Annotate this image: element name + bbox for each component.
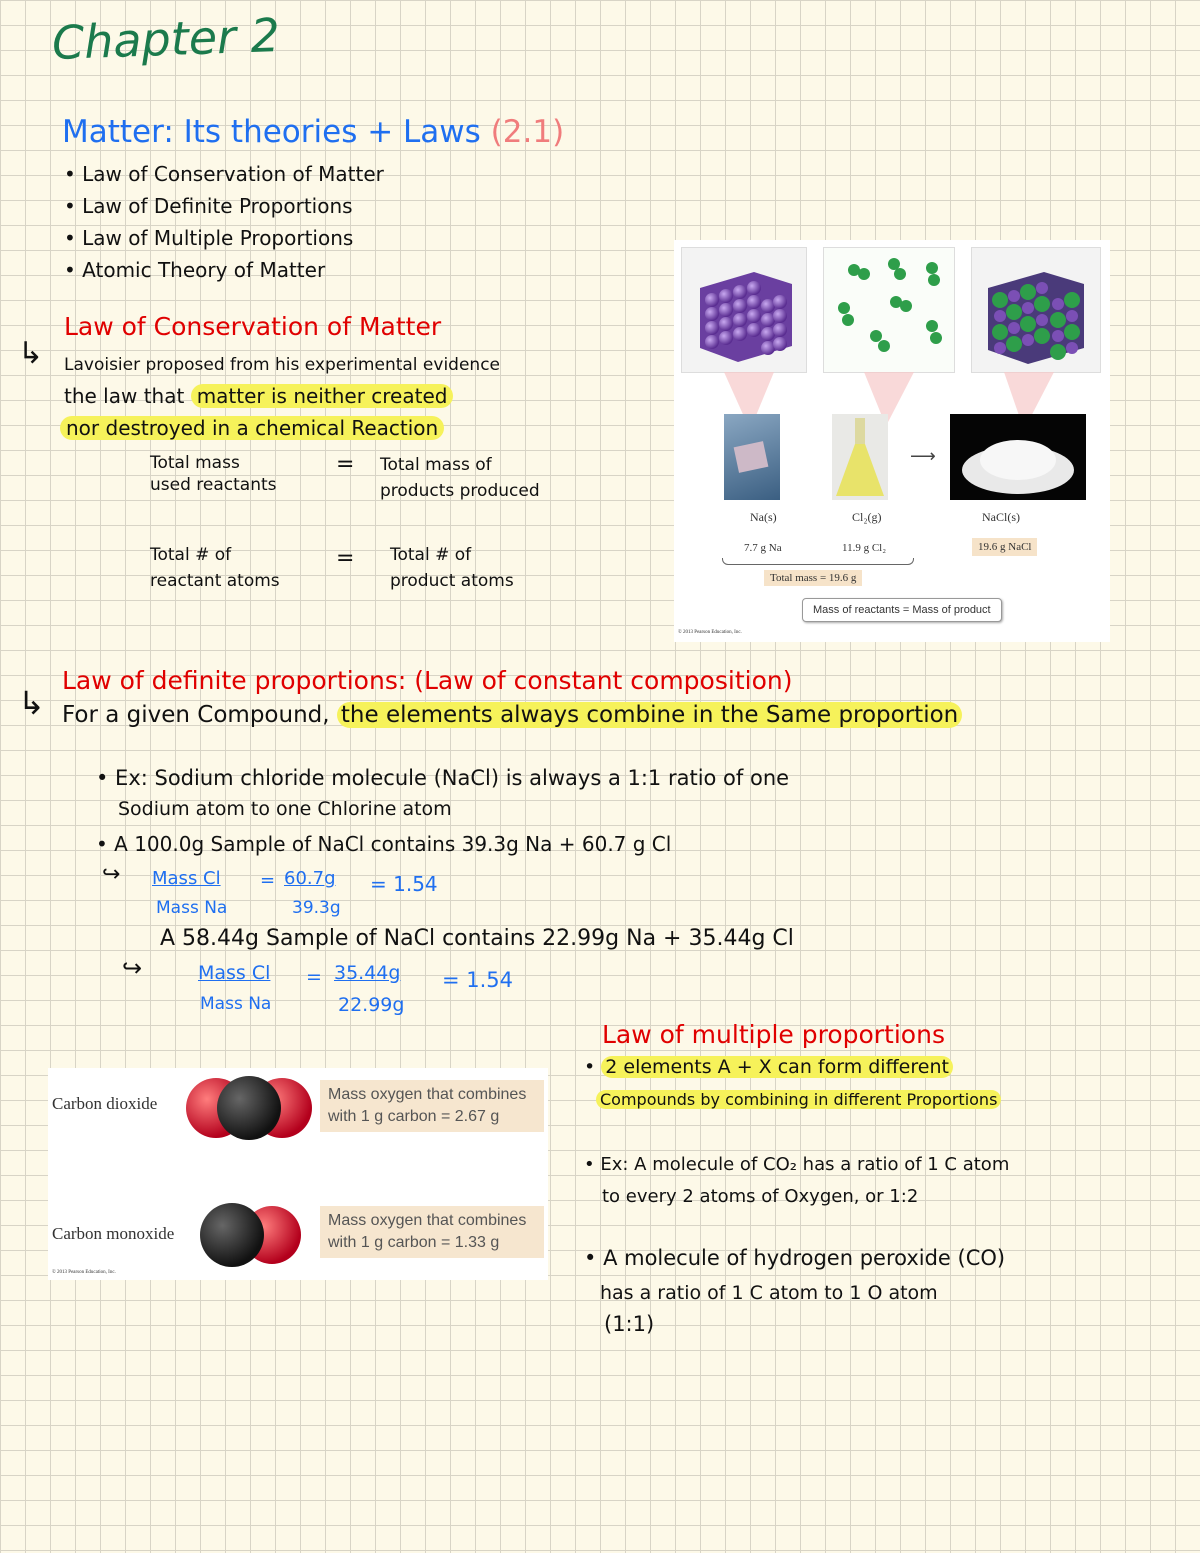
salt-photo [950,414,1086,500]
calc2-num-label: Mass Cl [198,962,271,984]
eq1-right-line: products produced [380,481,540,501]
multiple-b3b: has a ratio of 1 C atom to 1 O atom [600,1282,938,1304]
section-ref: (2.1) [490,114,565,150]
multiple-b2 [584,1154,1009,1175]
eq1-right [380,452,540,504]
eq2-right-line: Total # of [390,545,472,565]
label-nacl: NaCl(s) [982,510,1020,524]
list-item: • Law of Conservation of Matter [64,162,384,186]
ex3: A 58.44g Sample of NaCl contains 22.99g Na + 35.44g Cl [160,926,794,951]
multiple-b3 [584,1246,1005,1270]
chapter-title: Chapter 2 [51,8,281,70]
list-item: • Law of Definite Proportions [64,194,353,218]
calc1-den-val: 39.3g [292,898,341,918]
label-cl2: Cl₂(g) [852,510,882,524]
highlight: nor destroyed in a chemical Reaction [60,416,444,440]
conservation-line2 [64,384,453,408]
multiple-b3c: (1:1) [604,1312,655,1336]
calc1-den-label: Mass Na [156,898,228,918]
eq1-left-line: used reactants [150,475,277,495]
eq2-left-line: reactant atoms [150,571,280,591]
co2-box-line1: Mass oxygen that combines [328,1086,527,1103]
section-title [62,114,564,150]
highlight: 2 elements A + X can form different [601,1056,953,1078]
label-na: Na(s) [750,510,777,524]
arrow-icon: ↪ [122,954,143,982]
eq2-right-line: product atoms [390,571,514,591]
conservation-line3 [60,416,444,440]
calc1-num-val: 60.7g [284,868,336,889]
bullet: • [584,1154,595,1175]
co-box-line1: Mass oxygen that combines [328,1212,527,1229]
mass-box: Mass of reactants = Mass of product [802,598,1002,622]
co2-label: Carbon dioxide [52,1094,158,1113]
calc2-den-label: Mass Na [200,994,272,1014]
eq1-left-line: Total mass [150,453,240,473]
highlight: matter is neither created [191,384,454,408]
mass-cl2: 11.9 g Cl₂ [842,542,887,554]
highlight: the elements always combine in the Same proportion [337,702,962,728]
calc1-num-label: Mass Cl [152,868,221,889]
eq2-sign: = [336,546,355,571]
bullet: • [584,1056,596,1078]
eq1-left [150,452,277,496]
arrow-icon: ↳ [18,336,44,371]
eq2-right [390,542,514,594]
conservation-line2-plain: the law that [64,384,185,408]
calc1-eq: = [260,870,276,891]
copyright: © 2013 Pearson Education, Inc. [678,630,742,635]
definite-line-plain: For a given Compound, [62,702,330,728]
arrow-icon: ↪ [102,862,121,887]
chlorine-flask-photo [832,414,888,500]
multiple-heading: Law of multiple proportions [602,1020,945,1049]
definite-line [62,702,962,728]
sodium-photo [724,414,780,500]
co-molecule-image [194,1200,304,1270]
total-mass: Total mass = 19.6 g [764,570,862,586]
multiple-b2-text: Ex: A molecule of CO₂ has a ratio of 1 C atom [600,1154,1010,1175]
eq2-left-line: Total # of [150,545,232,565]
eq2-left [150,542,280,594]
section-title-text: Matter: Its theories + Laws [62,114,481,150]
co-label: Carbon monoxide [52,1224,175,1243]
carbon-oxide-figure [48,1068,548,1280]
list-item: • Atomic Theory of Matter [64,258,326,282]
multiple-b2b: to every 2 atoms of Oxygen, or 1:2 [602,1186,919,1207]
definite-heading: Law of definite proportions: (Law of constant composition) [62,666,793,695]
calc2-den-val: 22.99g [338,994,405,1016]
multiple-b1 [584,1056,953,1078]
calc2-eq: = [306,966,322,988]
multiple-b3-text: A molecule of hydrogen peroxide (CO) [603,1246,1006,1270]
calc1-result: = 1.54 [370,872,438,896]
co2-box-line2: with 1 g carbon = 2.67 g [328,1108,500,1125]
conservation-heading: Law of Conservation of Matter [64,312,442,341]
ex1: • Ex: Sodium chloride molecule (NaCl) is always a 1:1 ratio of one [96,766,790,790]
co2-molecule-image [186,1072,312,1144]
eq1-sign: = [336,452,355,477]
calc2-num-val: 35.44g [334,962,401,984]
conservation-line1: Lavoisier proposed from his experimental evidence [64,355,500,375]
co-box-line2: with 1 g carbon = 1.33 g [328,1234,500,1251]
nacl-figure [674,240,1110,642]
arrow-icon: ↳ [18,684,45,722]
eq1-right-line: Total mass of [380,455,492,475]
highlight: Compounds by combining in different Proportions [596,1090,1001,1109]
ex1b: Sodium atom to one Chlorine atom [118,798,452,820]
ex2: • A 100.0g Sample of NaCl contains 39.3g Na + 60.7 g Cl [96,832,672,856]
calc2-result: = 1.54 [442,968,514,992]
mass-na: 7.7 g Na [744,542,782,554]
list-item: • Law of Multiple Proportions [64,226,354,250]
section-bullets [64,158,384,286]
bullet: • [584,1246,597,1270]
reaction-arrow: ⟶ [910,446,936,467]
multiple-b1b [596,1090,1001,1109]
bracket [722,558,914,565]
mass-nacl: 19.6 g NaCl [972,538,1037,556]
copyright: © 2013 Pearson Education, Inc. [52,1270,116,1275]
